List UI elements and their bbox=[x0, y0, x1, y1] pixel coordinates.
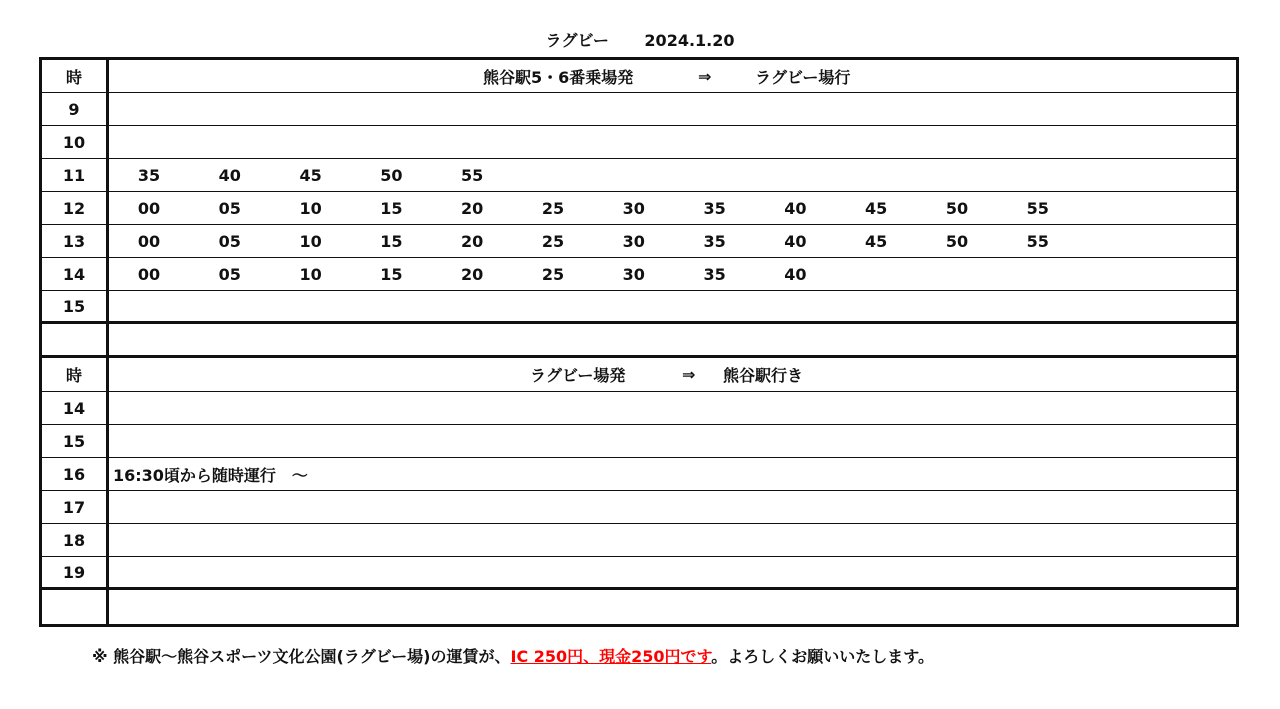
outbound-hour-row bbox=[42, 126, 1236, 159]
fare-note-highlight: IC 250円、現金250円です bbox=[510, 647, 712, 666]
departure-minute: 00 bbox=[137, 231, 161, 251]
fare-note bbox=[92, 646, 934, 668]
departure-minute: 55 bbox=[1026, 231, 1049, 251]
departure-minute: 00 bbox=[137, 198, 161, 218]
minutes-cell bbox=[109, 557, 1236, 587]
minutes-cell bbox=[109, 258, 1236, 290]
hour-cell: 15 bbox=[42, 291, 109, 321]
outbound-origin: 熊谷駅5・6番乗場発 bbox=[483, 67, 634, 87]
page-title bbox=[0, 30, 1280, 52]
departure-minute: 55 bbox=[461, 165, 484, 185]
departure-minute: 35 bbox=[703, 264, 726, 284]
departure-minute: 40 bbox=[784, 264, 807, 284]
minutes-cell bbox=[109, 491, 1236, 523]
fare-note-prefix: ※ 熊谷駅～熊谷スポーツ文化公園(ラグビー場)の運賃が、 bbox=[92, 647, 511, 666]
hour-cell: 11 bbox=[42, 159, 109, 191]
hour-cell: 18 bbox=[42, 524, 109, 556]
minutes-cell bbox=[109, 60, 1236, 92]
departure-minute: 25 bbox=[541, 198, 565, 218]
arrow-icon: ⇒ bbox=[698, 66, 712, 86]
hour-cell bbox=[42, 590, 109, 624]
outbound-destination: ラグビー場行 bbox=[755, 67, 851, 87]
hour-cell: 12 bbox=[42, 192, 109, 224]
departure-minute: 55 bbox=[1026, 198, 1049, 218]
minutes-cell bbox=[109, 93, 1236, 125]
section-divider-row bbox=[42, 324, 1236, 358]
return-hour-row bbox=[42, 491, 1236, 524]
departure-minute: 45 bbox=[865, 198, 888, 218]
return-hour-row bbox=[42, 524, 1236, 557]
departure-minute: 45 bbox=[865, 231, 888, 251]
return-hour-row bbox=[42, 458, 1236, 491]
departure-minute: 40 bbox=[784, 198, 807, 218]
return-hour-row bbox=[42, 392, 1236, 425]
departure-minute: 15 bbox=[380, 231, 403, 251]
return-header-row bbox=[42, 358, 1236, 392]
minutes-cell bbox=[109, 358, 1236, 391]
minutes-cell bbox=[109, 126, 1236, 158]
minutes-cell bbox=[109, 225, 1236, 257]
return-destination: 熊谷駅行き bbox=[723, 366, 804, 385]
departure-minute: 10 bbox=[299, 198, 322, 218]
departure-minute: 35 bbox=[703, 198, 726, 218]
hour-cell: 14 bbox=[42, 392, 109, 424]
outbound-header-row bbox=[42, 60, 1236, 93]
minutes-cell bbox=[109, 458, 1236, 490]
hour-cell: 19 bbox=[42, 557, 109, 587]
departure-minute: 50 bbox=[380, 165, 403, 185]
departure-minute: 50 bbox=[945, 231, 969, 251]
departure-minute: 30 bbox=[622, 264, 645, 284]
departure-minute: 10 bbox=[299, 231, 322, 251]
departure-minute: 20 bbox=[461, 198, 484, 218]
hour-cell bbox=[42, 324, 109, 355]
hour-cell: 14 bbox=[42, 258, 109, 290]
departure-minute: 20 bbox=[461, 264, 484, 284]
title-date: 2024.1.20 bbox=[644, 31, 735, 50]
departure-minute: 00 bbox=[137, 264, 161, 284]
outbound-hour-row bbox=[42, 192, 1236, 225]
departure-minute: 40 bbox=[784, 231, 807, 251]
arrow-icon: ⇒ bbox=[682, 365, 696, 384]
return-origin: ラグビー場発 bbox=[530, 366, 626, 385]
minutes-cell bbox=[109, 291, 1236, 321]
hour-cell: 17 bbox=[42, 491, 109, 523]
minutes-cell bbox=[109, 192, 1236, 224]
outbound-hour-row bbox=[42, 225, 1236, 258]
departure-minute: 35 bbox=[137, 165, 161, 185]
departure-minute: 05 bbox=[218, 264, 241, 284]
departure-minute: 25 bbox=[541, 264, 565, 284]
hour-cell: 15 bbox=[42, 425, 109, 457]
departure-minute: 45 bbox=[299, 165, 322, 185]
return-hour-row bbox=[42, 425, 1236, 458]
outbound-hour-row bbox=[42, 291, 1236, 324]
outbound-hour-row bbox=[42, 159, 1236, 192]
departure-minute: 10 bbox=[299, 264, 322, 284]
minutes-cell bbox=[109, 392, 1236, 424]
hour-cell: 9 bbox=[42, 93, 109, 125]
return-hour-row bbox=[42, 557, 1236, 590]
departure-minute: 40 bbox=[218, 165, 241, 185]
departure-minute: 20 bbox=[461, 231, 484, 251]
minutes-cell bbox=[109, 425, 1236, 457]
departure-minute: 25 bbox=[541, 231, 565, 251]
departure-minute: 30 bbox=[622, 231, 645, 251]
departure-minute: 35 bbox=[703, 231, 726, 251]
minutes-cell bbox=[109, 590, 1236, 624]
timetable bbox=[39, 57, 1239, 627]
hour-cell: 16 bbox=[42, 458, 109, 490]
departure-minute: 05 bbox=[218, 231, 241, 251]
title-label: ラグビー bbox=[545, 31, 609, 50]
service-note: 16:30頃から随時運行 ～ bbox=[113, 465, 308, 485]
hour-cell: 13 bbox=[42, 225, 109, 257]
departure-minute: 15 bbox=[380, 264, 403, 284]
departure-minute: 05 bbox=[218, 198, 241, 218]
hour-header: 時 bbox=[42, 60, 109, 92]
minutes-cell bbox=[109, 524, 1236, 556]
bottom-empty-row bbox=[42, 590, 1236, 624]
minutes-cell bbox=[109, 159, 1236, 191]
minutes-cell bbox=[109, 324, 1236, 355]
departure-minute: 15 bbox=[380, 198, 403, 218]
departure-minute: 50 bbox=[945, 198, 969, 218]
fare-note-suffix: 。よろしくお願いいたします。 bbox=[711, 647, 935, 666]
outbound-hour-row bbox=[42, 258, 1236, 291]
outbound-hour-row bbox=[42, 93, 1236, 126]
departure-minute: 30 bbox=[622, 198, 645, 218]
hour-cell: 10 bbox=[42, 126, 109, 158]
hour-header: 時 bbox=[42, 358, 109, 391]
